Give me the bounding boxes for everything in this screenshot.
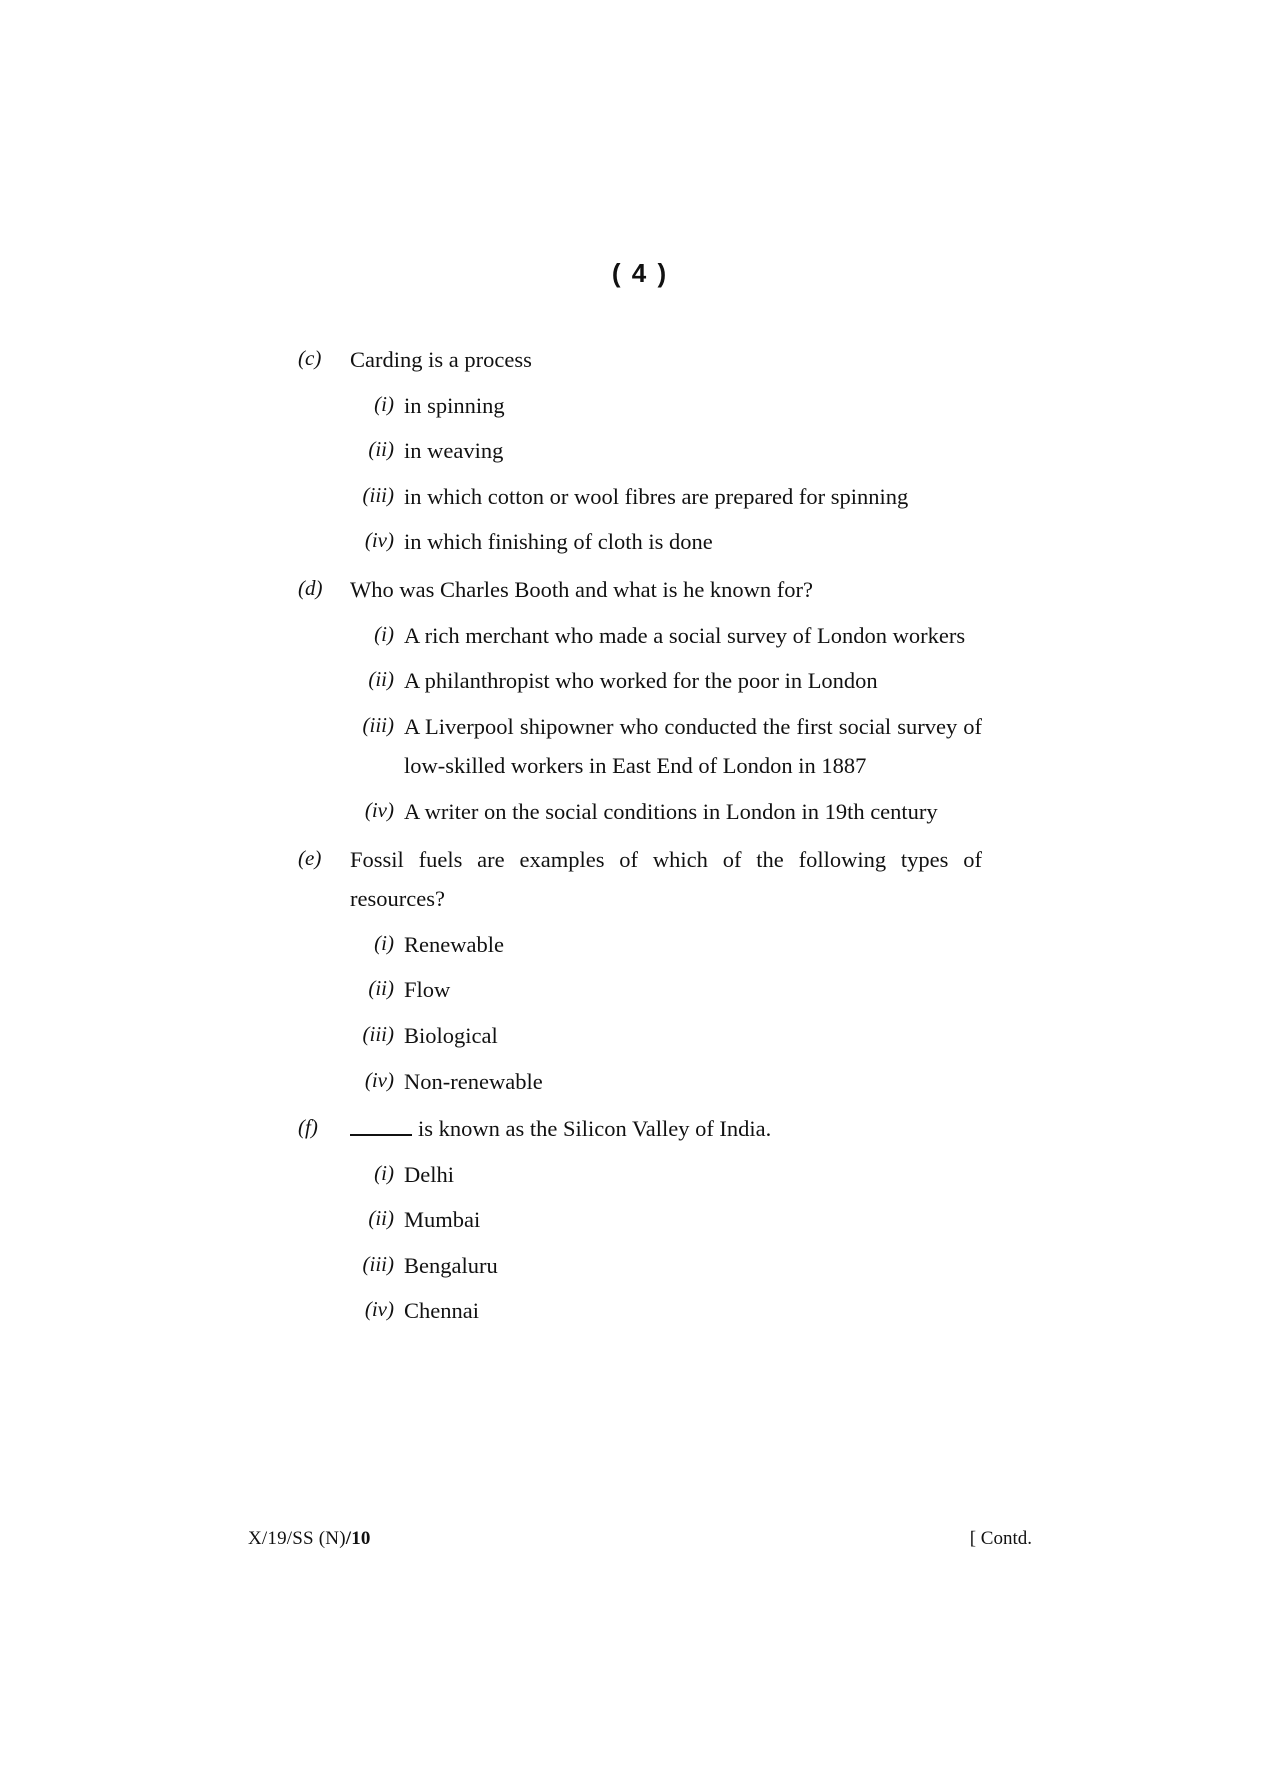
- option-number: (iii): [362, 1021, 394, 1046]
- option-f-iv[interactable]: [352, 1291, 982, 1331]
- option-e-i[interactable]: [352, 925, 982, 965]
- option-text: Bengaluru: [404, 1252, 498, 1278]
- option-number: (ii): [368, 976, 394, 1001]
- option-c-i[interactable]: [352, 386, 982, 426]
- question-label-d: (d): [298, 575, 323, 600]
- question-block-e: [298, 840, 982, 1102]
- question-text-e: Fossil fuels are examples of which of the following types of resources?: [350, 846, 982, 912]
- option-d-iv[interactable]: [352, 792, 982, 832]
- option-f-iii[interactable]: [352, 1246, 982, 1286]
- option-text: Flow: [404, 977, 451, 1003]
- option-e-iii[interactable]: [352, 1016, 982, 1056]
- option-number: (iv): [364, 1297, 394, 1322]
- question-text-f: [350, 1109, 982, 1149]
- question-f: [298, 1109, 982, 1149]
- option-text: in which cotton or wool fibres are prepared for spinning: [404, 483, 909, 509]
- question-d: [298, 570, 982, 610]
- question-text-f-label: is known as the Silicon Valley of India.: [418, 1116, 772, 1142]
- question-label-f: (f): [298, 1115, 318, 1140]
- option-number: (iv): [364, 797, 394, 822]
- option-c-iii[interactable]: [352, 477, 982, 517]
- exam-code: [248, 1528, 371, 1550]
- option-f-i[interactable]: [352, 1155, 982, 1195]
- question-e: [298, 840, 982, 919]
- option-e-ii[interactable]: [352, 970, 982, 1010]
- option-number: (ii): [368, 437, 394, 462]
- option-number: (iii): [362, 1251, 394, 1276]
- option-c-iv[interactable]: [352, 522, 982, 562]
- option-number: (iv): [364, 1067, 394, 1092]
- option-number: (i): [374, 1160, 394, 1185]
- question-block-c: [298, 340, 982, 562]
- option-d-iii[interactable]: [352, 707, 982, 786]
- page-number: ( 4 ): [611, 258, 669, 288]
- option-text: Renewable: [404, 931, 504, 957]
- option-text: A Liverpool shipowner who conducted the first social survey of low-skilled workers in East End of London in 1887: [404, 713, 982, 779]
- option-number: (iii): [362, 712, 394, 737]
- option-text: A philanthropist who worked for the poor in London: [404, 668, 878, 694]
- option-number: (ii): [368, 667, 394, 692]
- option-number: (ii): [368, 1206, 394, 1231]
- question-block-d: [298, 570, 982, 832]
- options-e: [352, 925, 982, 1101]
- question-text-d: Who was Charles Booth and what is he known for?: [350, 576, 814, 602]
- option-text: in which finishing of cloth is done: [404, 529, 713, 555]
- question-label-e: (e): [298, 845, 322, 870]
- option-text: A rich merchant who made a social survey of London workers: [404, 622, 966, 648]
- option-c-ii[interactable]: [352, 431, 982, 471]
- question-block-f: [298, 1109, 982, 1331]
- option-text: Chennai: [404, 1298, 479, 1324]
- page-footer: [248, 1528, 1032, 1550]
- option-text: A writer on the social conditions in London in 19th century: [404, 798, 938, 824]
- continued-marker: [ Contd.: [969, 1528, 1032, 1549]
- option-text: in weaving: [404, 438, 504, 464]
- option-e-iv[interactable]: [352, 1062, 982, 1102]
- option-number: (iv): [364, 528, 394, 553]
- option-d-i[interactable]: [352, 616, 982, 656]
- options-c: [352, 386, 982, 562]
- option-number: (iii): [362, 482, 394, 507]
- options-f: [352, 1155, 982, 1331]
- options-d: [352, 616, 982, 832]
- option-number: (i): [374, 621, 394, 646]
- exam-code-prefix: X/19/SS (N): [248, 1528, 346, 1549]
- option-text: Non-renewable: [404, 1068, 543, 1094]
- question-content: [298, 340, 982, 1333]
- option-text: Mumbai: [404, 1207, 481, 1233]
- question-label-c: (c): [298, 346, 322, 370]
- option-f-ii[interactable]: [352, 1200, 982, 1240]
- option-text: in spinning: [404, 392, 505, 418]
- option-number: (i): [374, 391, 394, 416]
- fill-in-blank[interactable]: [350, 1120, 412, 1136]
- question-c: [298, 340, 982, 380]
- option-d-ii[interactable]: [352, 661, 982, 701]
- question-text-c: Carding is a process: [350, 347, 532, 372]
- option-text: Delhi: [404, 1161, 454, 1187]
- option-number: (i): [374, 930, 394, 955]
- option-text: Biological: [404, 1022, 498, 1048]
- exam-code-suffix: /10: [345, 1528, 371, 1549]
